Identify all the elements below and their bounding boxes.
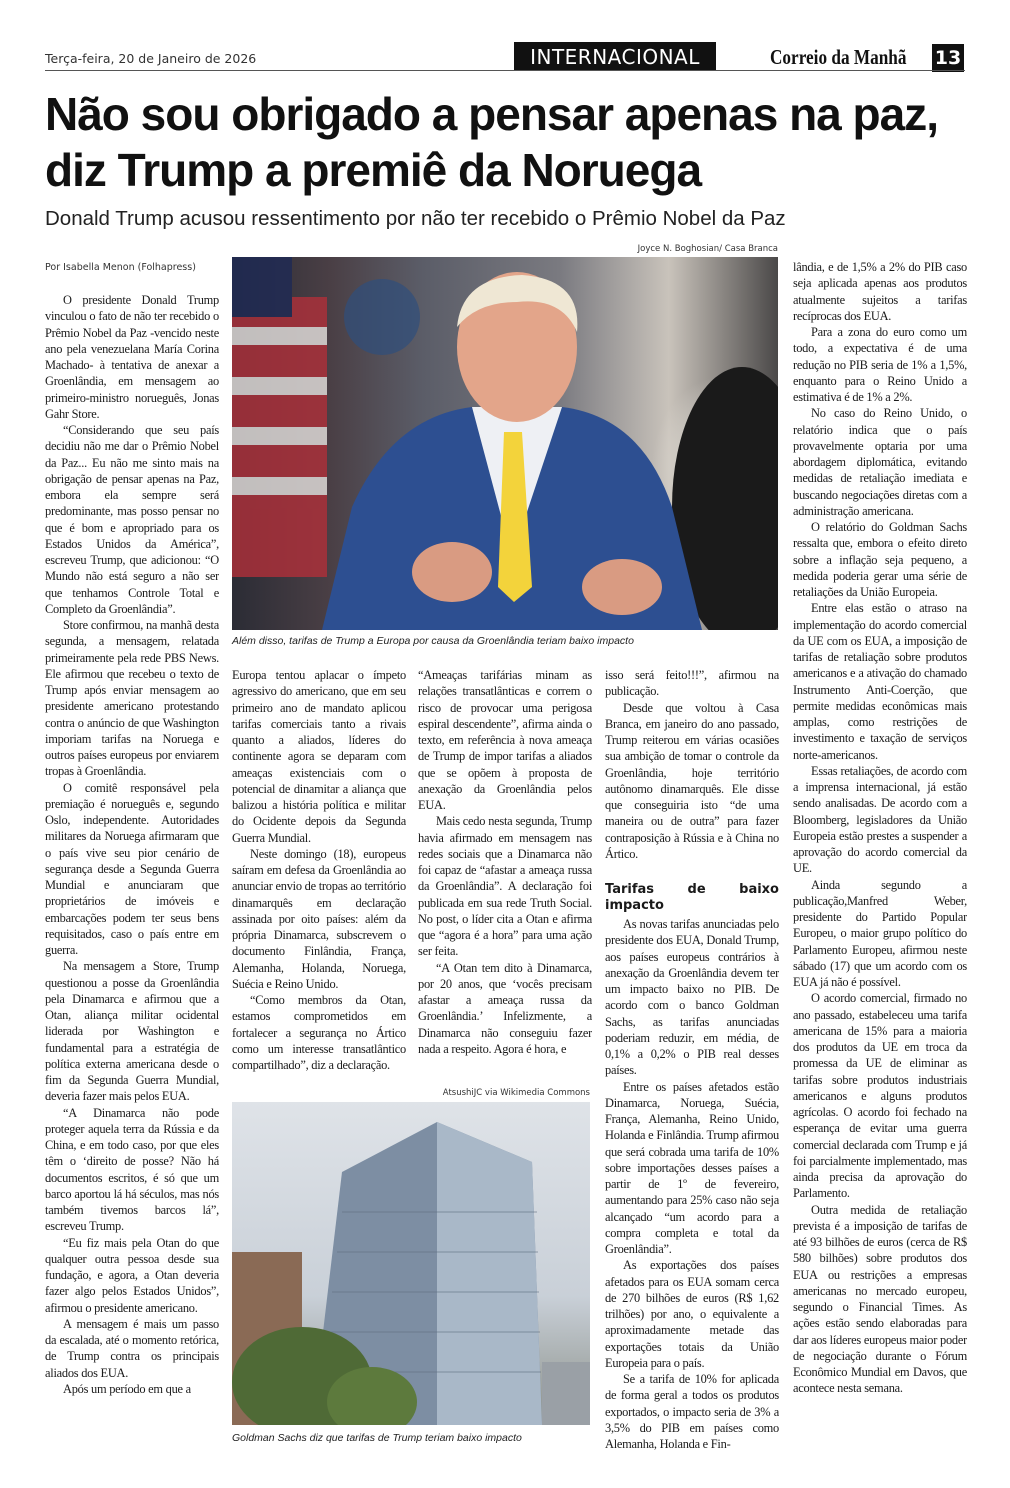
article-paragraph: “Como membros da Otan, estamos comprometidos em fortalecer a segurança no Ártico como um interesse transatlântico compartilhado”, diz a declaração. (232, 993, 406, 1072)
photo-credit: AtsushiJC via Wikimedia Commons (442, 1088, 590, 1098)
article-paragraph: Outra medida de retaliação prevista é a imposição de tarifas de até 93 bilhões de euros (cerca de R$ 580 bilhões) sobre produtos dos EUA ou restrições a empresas americanas no mercado europeu, segundo o Financial Times. As ações estão sendo elaboradas para dar aos líderes europeus maior poder de negociação durante o Fórum Econômico Mundial em Davos, que acontece nesta semana. (793, 1202, 967, 1396)
header-divider (45, 70, 965, 71)
article-paragraph: Europa tentou aplacar o ímpeto agressivo do americano, que em seu primeiro ano de mandato aplicou tarifas comerciais tanto a rivais quanto a aliados, líderes do continente agora se deparam com ameaças existenciais com o potencial de dinamitar a aliança que balizou a história política e militar do Ocidente depois da Segunda Guerra Mundial. (232, 668, 406, 845)
article-paragraph: Mais cedo nesta segunda, Trump havia afirmado em mensagem nas redes sociais que a Dinamarca não foi capaz de “afastar a ameaça russa da Groenlândia”. A declaração foi publicada em sua rede Truth Social. No post, o líder cita a Otan e afirma que “agora é a hora” para uma ação ser feita. (418, 814, 592, 959)
article-paragraph: “A Dinamarca não pode proteger aquela terra da Rússia e da China, e em todo caso, por que eles têm o ‘direito de posse? Não há documentos escritos, é só que um barco aportou lá há séculos, mas nós também tivemos barcos lá”, escreveu Trump. (45, 1105, 219, 1234)
article-paragraph: Neste domingo (18), europeus saíram em defesa da Groenlândia ao anunciar envio de tropas ao território dinamarquês em declaração assinada por oito países: além da própria Dinamarca, subscrevem o documento Finlândia, França, Alemanha, Holanda, Noruega, Suécia e Reino Unido. (232, 846, 406, 991)
article-paragraph: No caso do Reino Unido, o relatório indica que o país provavelmente optaria por uma abordagem diplomática, evitando medidas de retaliação imediata e buscando negociações diretas com a administração americana. (793, 406, 967, 518)
trump-photo-illustration (232, 257, 778, 630)
article-paragraph: A mensagem é mais um passo da escalada, até o momento retórica, de Trump contra os principais aliados dos EUA. (45, 1316, 219, 1380)
article-paragraph: As exportações dos países afetados para os EUA somam cerca de 270 bilhões de euros (R$ 1,62 trilhões) por ano, o equivalente a aproximadamente metade das exportações totais da União Europeia para o país. (605, 1258, 779, 1370)
trump-photo (232, 257, 778, 630)
issue-date: Terça-feira, 20 de Janeiro de 2026 (45, 51, 257, 66)
page-number: 13 (932, 44, 964, 72)
photo-caption: Goldman Sachs diz que tarifas de Trump teriam baixo impacto (232, 1432, 522, 1444)
article-paragraph: Para a zona do euro como um todo, a expectativa é de uma redução no PIB seria de 1% a 1,5%, enquanto para o Reino Unido a estimativa é de 1% a 2%. (793, 325, 967, 404)
article-column-2 (232, 667, 406, 1077)
article-paragraph: “Ameaças tarifárias minam as relações transatlânticas e correm o risco de provocar uma perigosa espiral descendente”, afirma ainda o texto, em referência à nova ameaça de Trump de impor tarifas a aliados que se opõem à proposta de anexação da Groenlândia pelos EUA. (418, 668, 592, 812)
article-paragraph: Essas retaliações, de acordo com a imprensa internacional, já estão sendo analisadas. De acordo com a Bloomberg, legisladores da União Europeia estão prestes a suspender a aprovação do acordo comercial da UE. (793, 763, 967, 876)
byline: Por Isabella Menon (Folhapress) (45, 262, 196, 273)
article-paragraph: O comitê responsável pela premiação é norueguês e, segundo Oslo, independente. Autoridades militares da Noruega afirmaram que o país vive seu pior cenário de segurança desde a Segunda Guerra Mundial e anunciaram que proprietários de imóveis e embarcações podem ter seus bens requisitados, caso o país entre em guerra. (45, 780, 219, 957)
headline: Não sou obrigado a pensar apenas na paz, diz Trump a premiê da Noruega (45, 88, 939, 196)
article-paragraph: isso será feito!!!”, afirmou na publicação. (605, 668, 779, 699)
photo-credit: Joyce N. Boghosian/ Casa Branca (637, 244, 778, 254)
article-paragraph: “A Otan tem dito à Dinamarca, por 20 anos, que ‘vocês precisam afastar a ameaça russa da Groenlândia.’ Infelizmente, a Dinamarca não conseguiu fazer nada a respeito. Agora é hora, e (418, 960, 592, 1056)
article-paragraph: Ainda segundo a publicação,Manfred Weber, presidente do Partido Popular Europeu, o maior grupo político do Parlamento Europeu, afirmou neste sábado (17) que um acordo com os EUA já não é possível. (793, 877, 967, 989)
article-paragraph: Após um período em que a (63, 1381, 191, 1396)
article-paragraph: Entre os países afetados estão Dinamarca, Noruega, Suécia, França, Alemanha, Reino Unido, Holanda e Finlândia. Trump afirmou que será cobrada uma tarifa de 10% sobre importações desses países a partir de 1º de fevereiro, aumentando para 25% caso não seja alcançado “um acordo para a compra completa e total da Groenlândia”. (605, 1079, 779, 1256)
newspaper-logo: Correio da Manhã (770, 45, 907, 69)
building-illustration (232, 1102, 590, 1425)
article-paragraph: Store confirmou, na manhã desta segunda, a mensagem, relatada primeiramente pela rede PBS News. Ele afirmou que recebeu o texto de Trump após enviar mensagem ao presidente americano protestando contra o anúncio de que Washington imporiam tarifas na Noruega e outros países europeus por enviarem tropas à Groenlândia. (45, 618, 219, 779)
subheadline: Donald Trump acusou ressentimento por não ter recebido o Prêmio Nobel da Paz (45, 207, 786, 230)
article-paragraph: “Eu fiz mais pela Otan do que qualquer outra pessoa desde sua fundação, e agora, a Otan deveria fazer algo pelos Estados Unidos”, afirmou o presidente americano. (45, 1235, 219, 1315)
article-paragraph: O relatório do Goldman Sachs ressalta que, embora o efeito direto sobre a inflação seja pequeno, a medida poderia gerar uma série de retaliações da União Europeia. (793, 520, 967, 599)
article-paragraph: “Considerando que seu país decidiu não me dar o Prêmio Nobel da Paz... Eu não me sinto mais na obrigação de pensar apenas na Paz, embora ela sempre será predominante, mas posso pensar no que é bom e apropriado para os Estados Unidos da América”, escreveu Trump, que adicionou: “O Mundo não está seguro a não ser que tenhamos Controle Total e Completo da Groenlândia”. (45, 423, 219, 616)
article-column-4 (605, 667, 779, 1452)
section-label: INTERNACIONAL (514, 42, 716, 71)
photo-caption: Além disso, tarifas de Trump a Europa por causa da Groenlândia teriam baixo impacto (232, 635, 634, 647)
article-paragraph: Desde que voltou à Casa Branca, em janeiro do ano passado, Trump reiterou em várias ocasiões sua ambição de tomar o controle da Groenlândia, hoje território autônomo dinamarquês. Ele disse que conseguiria isto “de uma maneira ou de outra” para fazer contraposição à Rússia e à China no Ártico. (605, 700, 779, 861)
article-column-1 (45, 292, 219, 1452)
article-column-5 (793, 259, 967, 1452)
article-paragraph: lândia, e de 1,5% a 2% do PIB caso seja aplicada apenas aos produtos atualmente sujeitos a tarifas recíprocas dos EUA. (793, 260, 967, 323)
article-paragraph: Entre elas estão o atraso na implementação do acordo comercial da UE com os EUA, a imposição de tarifas de retaliação sobre produtos americanos e a ativação do chamado Instrumento Anti-Coerção, que permite medidas econômicas mais amplas, como restrições de investimento e taxação de serviços norte-americanos. (793, 601, 967, 762)
article-paragraph: As novas tarifas anunciadas pelo presidente dos EUA, Donald Trump, aos países europeus contrários à anexação da Groenlândia devem ter um impacto baixo no PIB. De acordo com o banco Goldman Sachs, as tarifas anunciadas poderiam reduzir, em média, de 0,1% a 0,2% o PIB real desses países. (605, 917, 779, 1078)
article-paragraph: Se a tarifa de 10% for aplicada de forma geral a todos os produtos exportados, o impacto seria de 3% a 3,5% do PIB em países como Alemanha, Holanda e Fin- (605, 1372, 779, 1451)
article-paragraph: O presidente Donald Trump vinculou o fato de não ter recebido o Prêmio Nobel da Paz -vencido neste ano pela venezuelana María Corina Machado- à tentativa de anexar a Groenlândia, em mensagem ao primeiro-ministro norueguês, Jonas Gahr Store. (45, 293, 219, 421)
article-paragraph: Na mensagem a Store, Trump questionou a posse da Groenlândia pela Dinamarca e afirmou que a Otan, aliança militar ocidental liderada por Washington e fundamental para a estratégia de política externa americana desde o fim da Segunda Guerra Mundial, deveria fazer mais pelos EUA. (45, 959, 219, 1104)
article-column-3 (418, 667, 592, 1072)
section-subheading: Tarifas de baixo impacto (605, 882, 779, 913)
article-paragraph: O acordo comercial, firmado no ano passado, estabeleceu uma tarifa americana de 15% para a maioria dos produtos da UE em troca da promessa da UE de eliminar as tarifas sobre produtos industriais americanos e alguns produtos agrícolas. O acordo foi fechado na esperança de evitar uma guerra comercial declarada com Trump e já foi parcialmente implementado, mas ainda precisa da aprovação do Parlamento. (793, 991, 967, 1201)
goldman-sachs-building-photo (232, 1102, 590, 1425)
